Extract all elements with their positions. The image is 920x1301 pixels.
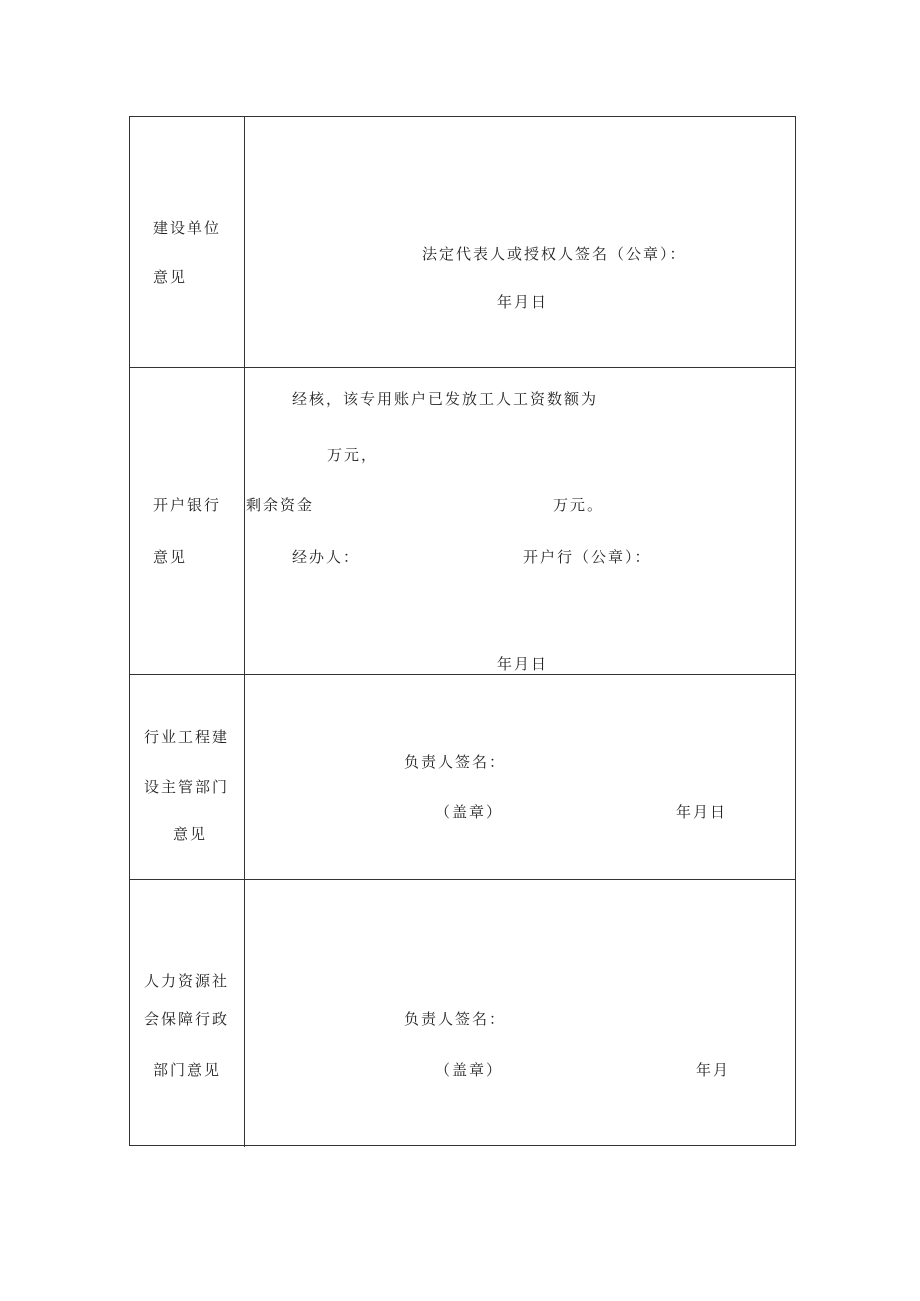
industry-dept-label-line3: 意见 [173,825,208,843]
bank-row [130,368,795,675]
industry-dept-label-line1: 行业工程建 [144,728,230,746]
hr-dept-date: 年月 [696,1061,731,1079]
hr-dept-row [130,880,795,1147]
hr-dept-seal: （盖章） [435,1061,504,1079]
hr-dept-label-line3: 部门意见 [153,1061,222,1079]
hr-dept-label-line1: 人力资源社 [144,972,230,990]
bank-date: 年月日 [497,655,549,673]
bank-label-line2: 意见 [153,548,188,566]
construction-unit-date: 年月日 [497,293,549,311]
bank-remaining-funds: 剩余资金 [246,496,315,514]
construction-unit-signature-label: 法定代表人或授权人签名（公章）： [422,245,687,263]
industry-dept-seal: （盖章） [435,803,504,821]
bank-verified-text: 经核，该专用账户已发放工人工资数额为 [292,390,599,408]
industry-dept-label-line2: 设主管部门 [144,778,230,796]
bank-wan-yuan-1: 万元， [327,446,379,464]
industry-dept-label-cell [130,675,245,879]
bank-label-cell [130,368,245,674]
approval-form-table [129,116,796,1146]
construction-unit-row [130,117,795,368]
hr-dept-signature-label: 负责人签名： [404,1010,507,1028]
bank-label-line1: 开户银行 [153,496,222,514]
construction-unit-label-line2: 意见 [153,268,188,286]
industry-dept-row [130,675,795,880]
bank-wan-yuan-2: 万元。 [553,496,605,514]
construction-unit-label-cell [130,117,245,367]
hr-dept-label-line2: 会保障行政 [144,1010,230,1028]
bank-seal-label: 开户行（公章）： [523,548,652,566]
industry-dept-date: 年月日 [676,803,728,821]
construction-unit-label-line1: 建设单位 [153,219,222,237]
industry-dept-signature-label: 负责人签名： [404,753,507,771]
bank-handler-label: 经办人： [292,548,361,566]
hr-dept-label-cell [130,880,245,1147]
